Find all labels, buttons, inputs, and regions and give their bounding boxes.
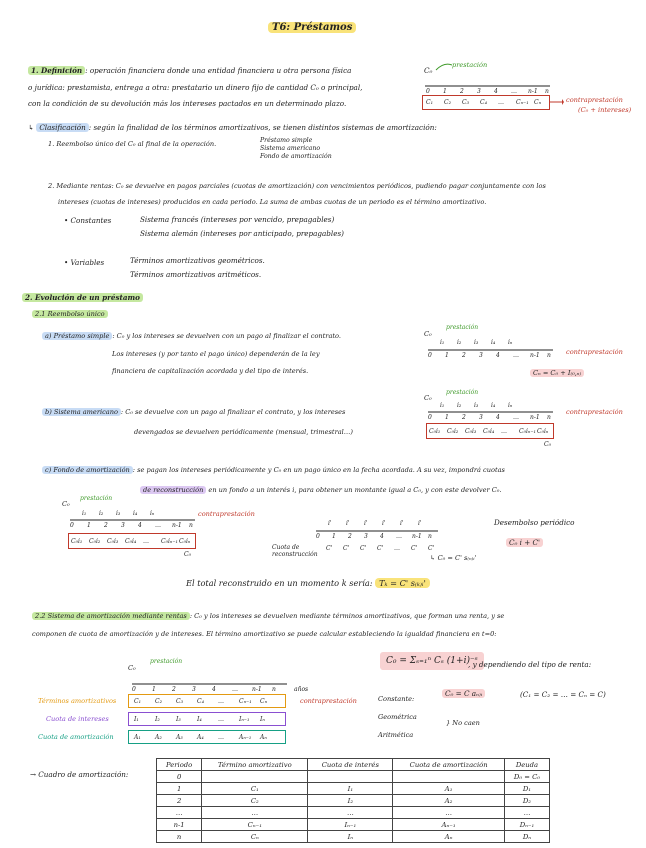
americano-line-2: devengados se devuelven periódicamente (mensual, trimestral…) [134, 428, 353, 436]
table-header: Cuota de interés [308, 759, 393, 771]
fondo-tick: 1 [332, 533, 336, 540]
table-cell: … [308, 807, 393, 819]
table-cell: Aₙ₋₁ [393, 819, 505, 831]
b-tick: 4 [496, 414, 500, 421]
table-cell: Dₙ₋₁ [504, 819, 549, 831]
c-i-tick: iₙ [150, 510, 155, 517]
no-caen: } No caen [446, 719, 480, 727]
c-tick: 0 [70, 522, 74, 529]
table-cell: C₁ [202, 783, 308, 795]
table-cell: … [202, 807, 308, 819]
r-term-cell: … [218, 698, 224, 705]
contraprestacion-label: contraprestación [566, 96, 623, 104]
contra-arrow [550, 99, 564, 105]
fondo-cell: C' [411, 545, 418, 552]
timeline-cell: Cₙ₋₁ [516, 99, 529, 106]
table-cell: I₂ [308, 795, 393, 807]
b-i-tick: iₙ [508, 402, 513, 409]
c-tick: 2 [104, 522, 108, 529]
r-int-cell: … [218, 716, 224, 723]
table-header: Deuda [504, 759, 549, 771]
definition-line-3: con la condición de su devolución más los intereses pactados en un determinado plazo. [28, 99, 347, 108]
timeline-tick: 4 [494, 88, 498, 95]
b-contra-label: contraprestación [566, 408, 623, 416]
clasificacion-line: ↳ Clasificación : según la finalidad de los términos amortizativos, se tienen distintos sistemas de amortización: [28, 123, 437, 132]
fondo-cell: C' [326, 545, 333, 552]
r-tick: n [272, 686, 276, 693]
timeline-cell: C₁ [426, 99, 433, 106]
a-tick: … [513, 352, 519, 359]
fondo-i-tick: i' [418, 520, 422, 527]
c-interest-cell: C₀iₙ [179, 538, 191, 545]
b-interest-cell: C₀i₃ [465, 428, 477, 435]
table-cell: n-1 [157, 819, 202, 831]
b-tick: 3 [479, 414, 483, 421]
fondo-cell: C' [343, 545, 350, 552]
b-tick: 0 [428, 414, 432, 421]
table-cell: Iₙ [308, 831, 393, 843]
r-tick: n-1 [252, 686, 262, 693]
table-cell: Cₙ [202, 831, 308, 843]
table-cell: 2 [157, 795, 202, 807]
r-tick: 4 [212, 686, 216, 693]
r-amort-cell: Aₙ₋₁ [239, 734, 252, 741]
r-amort-cell: A₁ [134, 734, 141, 741]
timeline-cell: … [498, 99, 504, 106]
a-tick: 4 [496, 352, 500, 359]
subsection-2-2-line-2: componen de cuota de amortización y de intereses. El término amortizativo se puede calcular estableciendo la igualdad financiera en t=0: [32, 630, 497, 638]
table-cell: D₂ [504, 795, 549, 807]
c-tick: 3 [121, 522, 125, 529]
table-row [157, 783, 550, 795]
r-contra-label: contraprestación [300, 697, 357, 705]
pago-unico-items: Préstamo simple Sistema americano Fondo de amortización [260, 137, 332, 160]
r-term-cell: Cₙ [260, 698, 268, 705]
page-title: T6: Préstamos [268, 22, 356, 33]
r-tick: … [232, 686, 238, 693]
desembolso-label: Desembolso periódico [494, 518, 575, 527]
fondo-tick: … [396, 533, 402, 540]
table-cell: D₁ [504, 783, 549, 795]
timeline-tick: 1 [443, 88, 447, 95]
prestacion-arrow [436, 62, 456, 74]
table-cell: D₀ = C₀ [504, 771, 549, 783]
a-prestacion-label: prestación [446, 324, 479, 331]
fondo-i-tick: i' [346, 520, 350, 527]
table-cell: C₂ [202, 795, 308, 807]
c-interest-cell: C₀i₄ [125, 538, 137, 545]
desembolso-eq: C₀ i + C' [506, 538, 543, 547]
table-row [157, 807, 550, 819]
c-tick: n [189, 522, 193, 529]
fondo-i-tick: i' [328, 520, 332, 527]
clasificacion-heading: Clasificación [36, 123, 88, 132]
table-cell: Cₙ₋₁ [202, 819, 308, 831]
r-int-cell: Iₙ [260, 716, 265, 723]
r-term-cell: C₄ [197, 698, 204, 705]
formula-note: , y dependiendo del tipo de renta: [468, 660, 592, 669]
fondo-i-tick: i' [382, 520, 386, 527]
fondo-cell: C' [377, 545, 384, 552]
fondo-tick: 2 [348, 533, 352, 540]
c-tick: 1 [87, 522, 91, 529]
table-cell: Dₙ [504, 831, 549, 843]
c-prestacion-label: prestación [80, 495, 113, 502]
r-amort-cell: Aₙ [260, 734, 267, 741]
fondo-tick: 4 [380, 533, 384, 540]
constante-eq: C₀ = C aₙ₎ᵢ [442, 689, 485, 698]
table-row [157, 795, 550, 807]
table-header: Cuota de amortización [393, 759, 505, 771]
row-label-amort: Cuota de amortización [38, 733, 114, 741]
americano-line-1: b) Sistema americano : C₀ se devuelve con un pago al finalizar el contrato, y los intereses [42, 408, 345, 416]
timeline-tick: 2 [460, 88, 464, 95]
fondo-cell: C' [428, 545, 435, 552]
a-result: Cₙ = C₀ + I₍₀,ₙ₎ [530, 369, 584, 377]
c0-label: C₀ [424, 66, 433, 75]
total-eq: Tₖ = C' s₍ₖ₎ᵢ' [375, 578, 430, 588]
b-last-c0: C₀ [544, 441, 551, 448]
a-tick: n [547, 352, 551, 359]
r-tick: 1 [152, 686, 156, 693]
b-interest-cell: C₀iₙ [537, 428, 549, 435]
cuota-label: Cuota de reconstrucción [272, 544, 318, 558]
a-tick: 1 [445, 352, 449, 359]
variables-items: Términos amortizativos geométricos. Términos amortizativos aritméticos. [130, 256, 265, 279]
timeline-tick: … [511, 88, 517, 95]
table-cell: A₂ [393, 795, 505, 807]
rentas-line-1: 2. Mediante rentas: C₀ se devuelve en pagos parciales (cuotas de amortización) con vencimientos periódicos, pudiendo pagar conjuntamente con los [48, 182, 546, 190]
r-term-cell: C₃ [176, 698, 183, 705]
timeline-cell: C₂ [444, 99, 451, 106]
b-i-tick: i₃ [474, 402, 479, 409]
fondo-cell: … [394, 545, 400, 552]
a-i-tick: i₁ [440, 339, 445, 346]
c-interest-cell: C₀i₃ [107, 538, 119, 545]
b-tick: n [547, 414, 551, 421]
timeline-tick: 3 [477, 88, 481, 95]
b-tick: 1 [445, 414, 449, 421]
c-c0-label: C₀ [62, 500, 70, 508]
a-i-tick: i₂ [457, 339, 462, 346]
constantes-label: • Constantes [64, 216, 112, 225]
prestamo-simple-line-1: a) Préstamo simple : C₀ y los intereses se devuelven con un pago al finalizar el contrato. [42, 332, 341, 340]
a-i-tick: i₃ [474, 339, 479, 346]
subsection-2-1: 2.1 Reembolso único [32, 310, 108, 318]
b-interest-cell: C₀i₄ [483, 428, 495, 435]
fondo-result: ↳ C₀ = C' s₍ₙ₎ᵢ' [430, 554, 477, 562]
b-i-tick: i₁ [440, 402, 445, 409]
fondo-tick: n [428, 533, 432, 540]
r-tick: 0 [132, 686, 136, 693]
table-row [157, 831, 550, 843]
b-i-tick: i₄ [491, 402, 496, 409]
table-row [157, 771, 550, 783]
section-1-heading: 1. Definición [28, 66, 85, 75]
fondo-cell: C' [360, 545, 367, 552]
r-prestacion-label: prestación [150, 658, 183, 665]
rentas-line-2: intereses (cuotas de intereses) producidos en cada periodo. La suma de ambas cuotas de un periodo es el término amortizativo. [58, 198, 487, 206]
table-cell: A₁ [393, 783, 505, 795]
table-cell: … [157, 807, 202, 819]
table-cell [202, 771, 308, 783]
table-cell [393, 771, 505, 783]
table-header: Término amortizativo [202, 759, 308, 771]
c-tick: … [155, 522, 161, 529]
a-i-tick: iₙ [508, 339, 513, 346]
r-term-cell: Cₙ₋₁ [239, 698, 252, 705]
b-i-tick: i₂ [457, 402, 462, 409]
prestacion-label: prestación [452, 61, 488, 69]
table-cell: n [157, 831, 202, 843]
amortization-table [156, 758, 550, 843]
table-cell: 0 [157, 771, 202, 783]
r-int-cell: I₃ [176, 716, 181, 723]
c-interest-cell: C₀iₙ₋₁ [161, 538, 178, 545]
r-term-cell: C₁ [134, 698, 141, 705]
fondo-line-2: de reconstrucción en un fondo a un interés i, para obtener un montante igual a C₀, y con este devolver C₀. [140, 486, 502, 494]
fondo-tick: 3 [364, 533, 368, 540]
timeline-tick: 0 [426, 88, 430, 95]
b-tick: … [513, 414, 519, 421]
table-cell: … [393, 807, 505, 819]
formula: C₀ = Σₛ₌₁ⁿ Cₛ (1+i)⁻ˢ [380, 656, 484, 666]
c-last-c0: C₀ [184, 551, 191, 558]
timeline-cell: Cₙ [534, 99, 542, 106]
section-2-heading: 2. Evolución de un préstamo [22, 293, 143, 302]
r-amort-cell: A₄ [197, 734, 204, 741]
r-int-cell: I₂ [155, 716, 160, 723]
b-c0-label: C₀ [424, 394, 432, 402]
constantes-items: Sistema francés (intereses por vencido, prepagables) Sistema alemán (intereses por anticipado, prepagables) [140, 215, 344, 238]
a-c0-label: C₀ [424, 330, 432, 338]
a-tick: 2 [462, 352, 466, 359]
c-interest-cell: C₀i₁ [71, 538, 83, 545]
definition-line-2: o jurídica: prestamista, entrega a otra: prestatario un dinero fijo de cantidad C₀ o principal, [28, 83, 363, 92]
table-cell [308, 771, 393, 783]
table-header: Periodo [157, 759, 202, 771]
b-interest-cell: C₀i₁ [429, 428, 441, 435]
b-tick: 2 [462, 414, 466, 421]
r-int-cell: I₁ [134, 716, 139, 723]
contraprestacion-sub: (C₀ + intereses) [578, 106, 632, 114]
c-contra-label: contraprestación [198, 510, 255, 518]
c-tick: 4 [138, 522, 142, 529]
pago-unico-line: 1. Reembolso único del C₀ al final de la operación. [48, 140, 217, 148]
cuadro-label: → Cuadro de amortización: [30, 770, 129, 779]
r-tick: 2 [172, 686, 176, 693]
r-int-cell: Iₙ₋₁ [239, 716, 250, 723]
total-line: El total reconstruido en un momento k sería: Tₖ = C' s₍ₖ₎ᵢ' [186, 578, 430, 588]
table-cell: … [504, 807, 549, 819]
fondo-i-tick: i' [364, 520, 368, 527]
definition-line-1: 1. Definición : operación financiera donde una entidad financiera u otra persona física [28, 66, 351, 75]
b-interest-cell: C₀iₙ₋₁ [519, 428, 536, 435]
timeline-tick: n [545, 88, 549, 95]
a-tick: 3 [479, 352, 483, 359]
tipos-list: Constante: Geométrica Aritmética [378, 695, 417, 739]
constante-note: (C₁ = C₂ = … = Cₙ = C) [520, 690, 606, 699]
timeline-tick: n-1 [528, 88, 538, 95]
c-tick: n-1 [172, 522, 182, 529]
r-int-cell: I₄ [197, 716, 202, 723]
r-c0-label: C₀ [128, 664, 136, 672]
c-i-tick: i₃ [116, 510, 121, 517]
c-i-tick: i₄ [133, 510, 138, 517]
r-tick: 3 [192, 686, 196, 693]
fondo-line-1: c) Fondo de amortización : se pagan los intereses periódicamente y C₀ en un pago único en la fecha acordada. A su vez, impondrá cuotas [42, 466, 505, 474]
prestamo-simple-line-3: financiera de capitalización acordada y del tipo de interés. [112, 367, 309, 375]
a-tick: 0 [428, 352, 432, 359]
b-prestacion-label: prestación [446, 389, 479, 396]
r-term-cell: C₂ [155, 698, 162, 705]
b-interest-cell: C₀i₂ [447, 428, 459, 435]
fondo-tick: n-1 [412, 533, 422, 540]
r-amort-cell: … [218, 734, 224, 741]
table-cell: Iₙ₋₁ [308, 819, 393, 831]
a-i-tick: i₄ [491, 339, 496, 346]
timeline-cell: C₄ [480, 99, 487, 106]
a-tick: n-1 [530, 352, 540, 359]
b-interest-cell: … [501, 428, 507, 435]
fondo-tick: 0 [316, 533, 320, 540]
table-row [157, 819, 550, 831]
a-contra-label: contraprestación [566, 348, 623, 356]
c-interest-cell: … [143, 538, 149, 545]
table-cell: Aₙ [393, 831, 505, 843]
c-interest-cell: C₀i₂ [89, 538, 101, 545]
prestamo-simple-line-2: Los intereses (y por tanto el pago único) dependerán de la ley [112, 350, 320, 358]
timeline-cell: C₃ [462, 99, 469, 106]
table-cell: 1 [157, 783, 202, 795]
r-amort-cell: A₃ [176, 734, 183, 741]
table-cell: I₁ [308, 783, 393, 795]
row-label-int: Cuota de intereses [46, 715, 109, 723]
anos-label: años [294, 686, 309, 693]
c-i-tick: i₁ [82, 510, 87, 517]
fondo-i-tick: i' [400, 520, 404, 527]
variables-label: • Variables [64, 258, 105, 267]
c-i-tick: i₂ [99, 510, 104, 517]
b-tick: n-1 [530, 414, 540, 421]
row-label-term: Términos amortizativos [38, 697, 117, 705]
r-amort-cell: A₂ [155, 734, 162, 741]
subsection-2-2-line-1: 2.2 Sistema de amortización mediante rentas : C₀ y los intereses se devuelven mediante términos amortizativos, que forman una renta, y se [32, 612, 504, 620]
